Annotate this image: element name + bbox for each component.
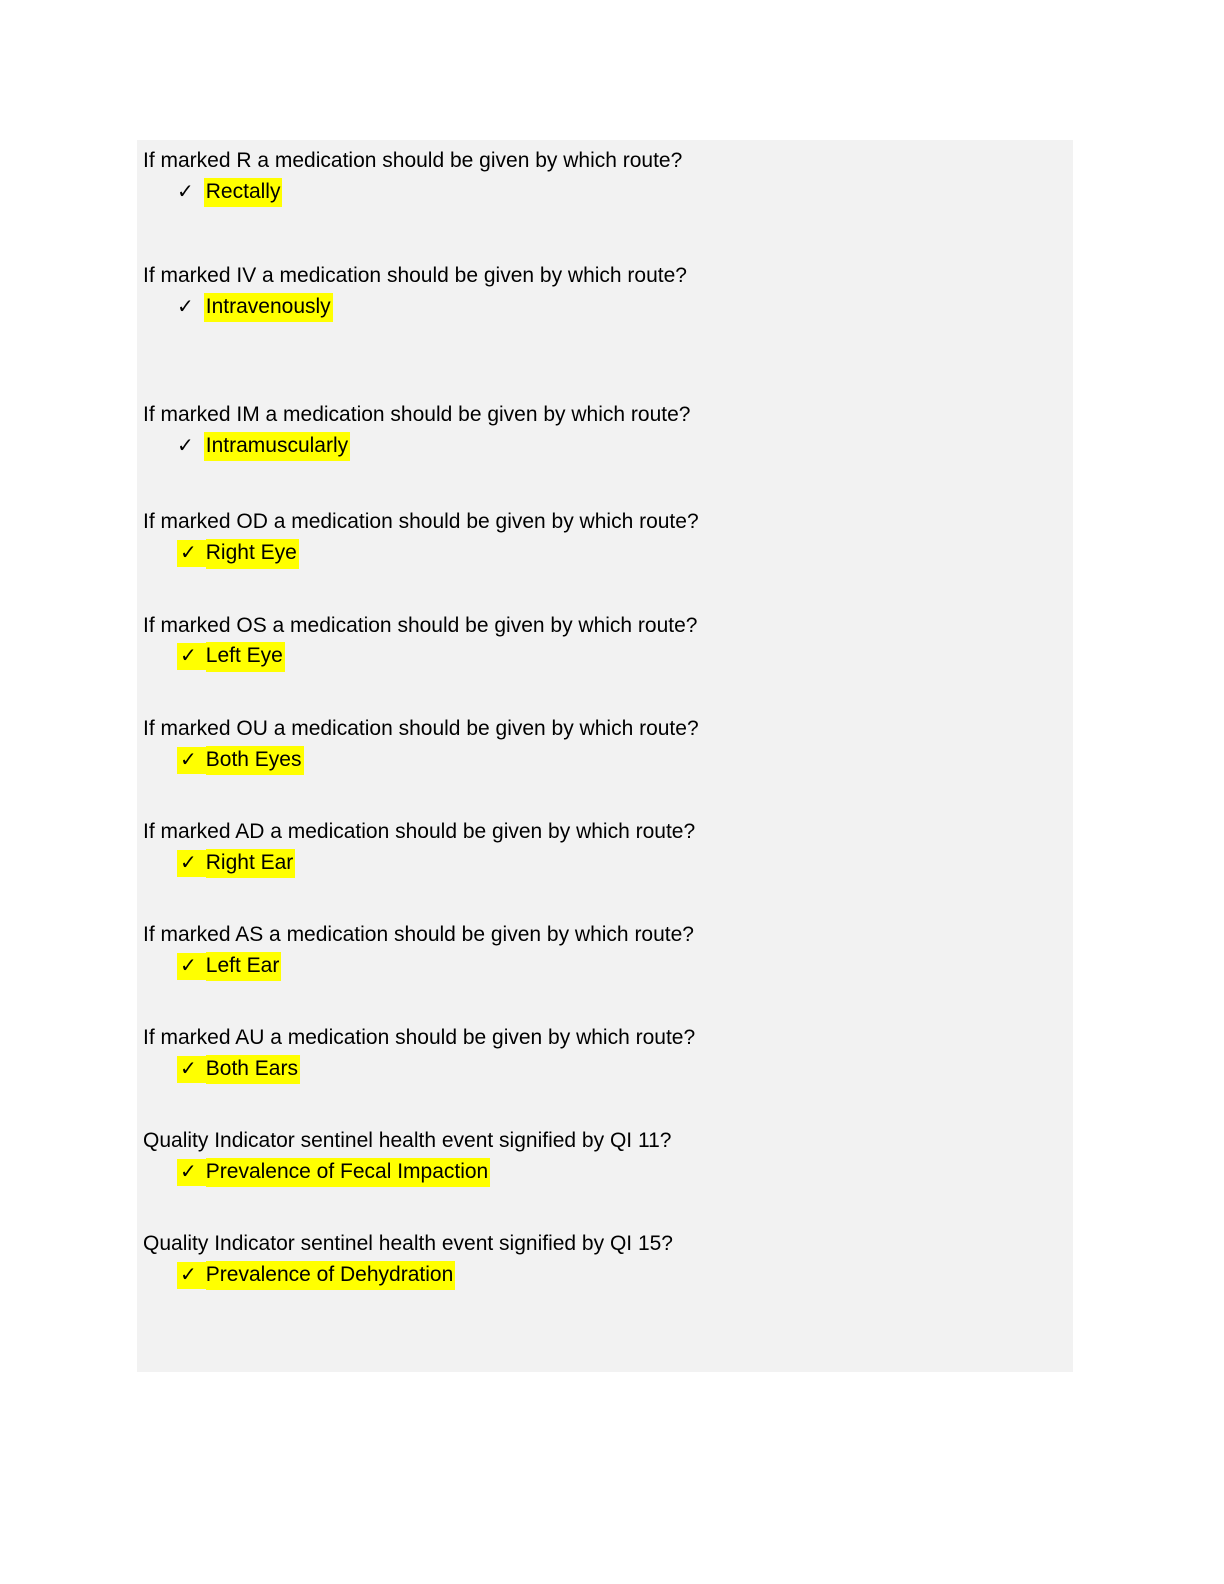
spacer bbox=[137, 672, 1073, 716]
content-block bbox=[137, 140, 1073, 1372]
qa-group bbox=[137, 263, 1073, 322]
qa-group bbox=[137, 509, 1073, 568]
spacer bbox=[137, 207, 1073, 263]
check-icon: ✓ bbox=[177, 1262, 206, 1289]
spacer bbox=[137, 1290, 1073, 1350]
question-text: If marked OS a medication should be given by which route? bbox=[143, 613, 698, 637]
qa-group bbox=[137, 819, 1073, 878]
answer-row bbox=[137, 1158, 1073, 1187]
spacer bbox=[137, 322, 1073, 402]
check-icon: ✓ bbox=[177, 540, 206, 567]
answer-row bbox=[137, 432, 1073, 461]
answer-row bbox=[137, 952, 1073, 981]
qa-group bbox=[137, 148, 1073, 207]
spacer bbox=[137, 1187, 1073, 1231]
answer-row bbox=[137, 1261, 1073, 1290]
answer-text: Left Ear bbox=[206, 952, 282, 981]
answer-text: Left Eye bbox=[206, 642, 285, 671]
answer-row bbox=[137, 178, 1073, 207]
spacer bbox=[137, 981, 1073, 1025]
spacer bbox=[137, 878, 1073, 922]
spacer bbox=[137, 775, 1073, 819]
answer-text: Prevalence of Fecal Impaction bbox=[206, 1158, 490, 1187]
check-icon: ✓ bbox=[177, 435, 194, 458]
question-text: If marked AD a medication should be given by which route? bbox=[143, 819, 696, 843]
qa-group bbox=[137, 1231, 1073, 1290]
answer-text: Prevalence of Dehydration bbox=[206, 1261, 455, 1290]
question-text: If marked OU a medication should be given by which route? bbox=[143, 716, 699, 740]
answer-text: Both Eyes bbox=[206, 746, 304, 775]
question-text: If marked IV a medication should be given by which route? bbox=[143, 264, 687, 288]
question-text: If marked IM a medication should be given by which route? bbox=[143, 403, 691, 427]
answer-text: Intramuscularly bbox=[204, 432, 350, 461]
qa-group bbox=[137, 613, 1073, 672]
answer-row bbox=[137, 539, 1073, 568]
check-icon: ✓ bbox=[177, 1159, 206, 1186]
answer-row bbox=[137, 1055, 1073, 1084]
qa-group bbox=[137, 716, 1073, 775]
qa-group bbox=[137, 402, 1073, 461]
answer-row bbox=[137, 642, 1073, 671]
check-icon: ✓ bbox=[177, 747, 206, 774]
qa-group bbox=[137, 1128, 1073, 1187]
spacer bbox=[137, 1084, 1073, 1128]
check-icon: ✓ bbox=[177, 953, 206, 980]
answer-text: Rectally bbox=[204, 178, 283, 207]
check-icon: ✓ bbox=[177, 296, 194, 318]
spacer bbox=[137, 569, 1073, 613]
check-icon: ✓ bbox=[177, 1056, 206, 1083]
question-text: If marked AU a medication should be given by which route? bbox=[143, 1026, 696, 1049]
question-text: If marked R a medication should be given by which route? bbox=[143, 149, 683, 172]
qa-group bbox=[137, 922, 1073, 981]
answer-text: Right Ear bbox=[206, 849, 296, 878]
answer-row bbox=[137, 293, 1073, 322]
check-icon: ✓ bbox=[177, 850, 206, 877]
answer-text: Intravenously bbox=[204, 293, 333, 322]
answer-row bbox=[137, 849, 1073, 878]
answer-text: Right Eye bbox=[206, 539, 299, 568]
question-text: If marked OD a medication should be given by which route? bbox=[143, 510, 699, 534]
answer-row bbox=[137, 746, 1073, 775]
check-icon: ✓ bbox=[177, 180, 194, 203]
question-text: Quality Indicator sentinel health event signified by QI 15? bbox=[143, 1232, 673, 1256]
answer-text: Both Ears bbox=[206, 1055, 300, 1084]
question-text: Quality Indicator sentinel health event signified by QI 11? bbox=[143, 1129, 672, 1153]
question-text: If marked AS a medication should be given by which route? bbox=[143, 922, 694, 946]
qa-group bbox=[137, 1025, 1073, 1084]
check-icon: ✓ bbox=[177, 643, 206, 670]
spacer bbox=[137, 461, 1073, 509]
